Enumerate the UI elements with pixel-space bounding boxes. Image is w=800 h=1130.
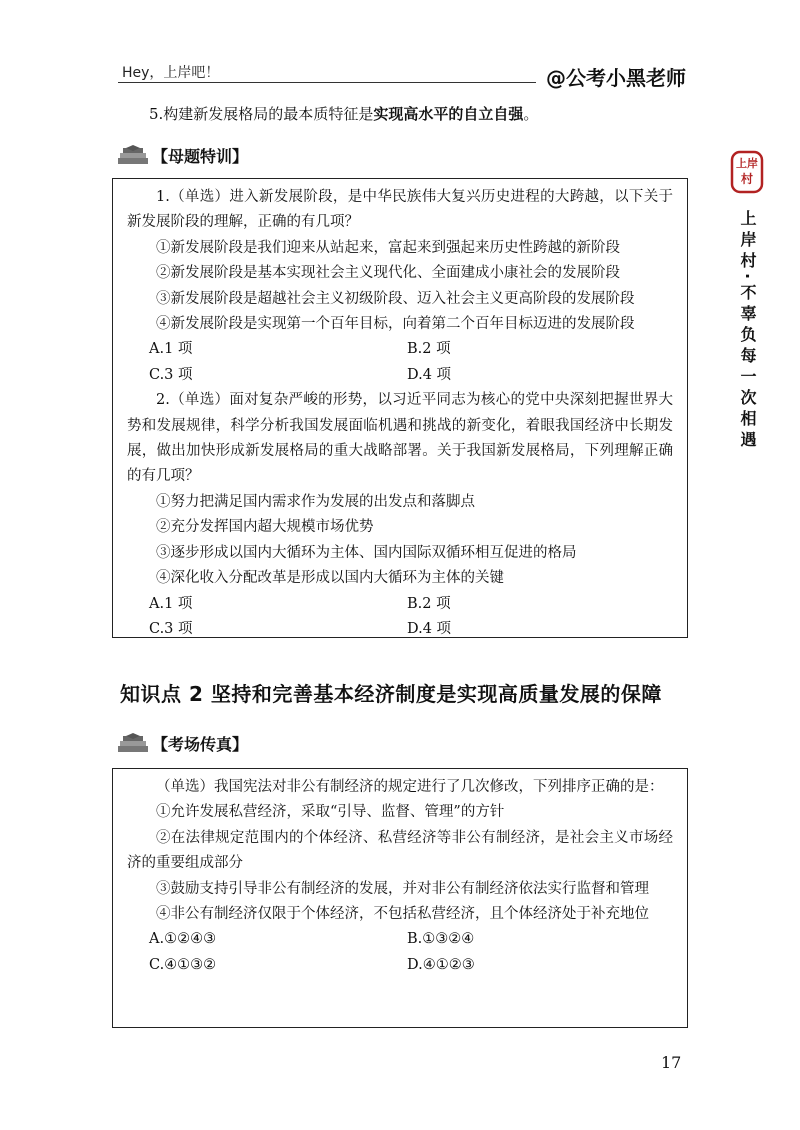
side-slogan: 上岸村·不辜负每一次相遇: [738, 210, 757, 453]
book-stack-icon: [116, 732, 150, 754]
statement-item: ③新发展阶段是超越社会主义初级阶段、迈入社会主义更高阶段的发展阶段: [156, 290, 635, 307]
intro-suffix: 。: [523, 105, 539, 123]
option-row: [127, 363, 673, 388]
statement-item: ②在法律规定范围内的个体经济、私营经济等非公有制经济，是社会主义市场经济的重要组成部分: [127, 829, 673, 872]
intro-emphasis: 实现高水平的自立自强: [373, 105, 524, 123]
statement-item: ②充分发挥国内超大规模市场优势: [156, 519, 374, 536]
statement-item: ④非公有制经济仅限于个体经济，不包括私营经济，且个体经济处于补充地位: [156, 906, 649, 923]
option-row: [127, 953, 673, 978]
seal-text-bottom: 村: [740, 172, 754, 186]
option-d[interactable]: D.4 项: [407, 366, 452, 383]
option-row: [127, 927, 673, 952]
statement-item: ③逐步形成以国内大循环为主体、国内国际双循环相互促进的格局: [156, 544, 577, 561]
exam-question-box: [112, 768, 688, 1028]
section-heading-practice: [116, 143, 248, 167]
header-author: @公考小黑老师: [546, 66, 686, 90]
option-c[interactable]: C.3 项: [149, 620, 193, 637]
question-stem: 2.（单选）面对复杂严峻的形势，以习近平同志为核心的党中央深刻把握世界大势和发展规律，科学分析我国发展面临机遇和挑战的新变化，着眼我国经济中长期发展，做出加快形成新发展格局的重大战略部署。关于我国新发展格局，下列理解正确的有几项？: [127, 392, 673, 485]
option-a[interactable]: A.1 项: [149, 595, 193, 612]
book-stack-icon: [116, 144, 150, 166]
intro-prefix: 5.构建新发展格局的最本质特征是: [149, 105, 374, 123]
seal-text-top: 上岸: [736, 157, 758, 170]
statement-item: ①新发展阶段是我们迎来从站起来，富起来到强起来历史性跨越的新阶段: [156, 239, 620, 256]
option-c[interactable]: C.3 项: [149, 366, 193, 383]
knowledge-point-title: 知识点 2 坚持和完善基本经济制度是实现高质量发展的保障: [120, 682, 662, 706]
section-heading-exam: [116, 731, 248, 755]
option-a[interactable]: A.①②④③: [149, 931, 217, 948]
statement-item: ④新发展阶段是实现第一个百年目标，向着第二个百年目标迈进的发展阶段: [156, 316, 635, 333]
option-d[interactable]: D.④①②③: [407, 956, 475, 973]
option-row: [127, 592, 673, 617]
option-b[interactable]: B.①③②④: [407, 931, 475, 948]
header-slogan: Hey，上岸吧！: [122, 65, 220, 81]
statement-item: ③鼓励支持引导非公有制经济的发展，并对非公有制经济依法实行监督和管理: [156, 880, 649, 897]
section-label: 【考场传真】: [152, 734, 249, 754]
statement-item: ①努力把满足国内需求作为发展的出发点和落脚点: [156, 493, 475, 510]
section-label: 【母题特训】: [152, 146, 249, 166]
option-row: [127, 617, 673, 642]
option-c[interactable]: C.④①③②: [149, 956, 217, 973]
seal-logo: [730, 150, 764, 194]
statement-item: ②新发展阶段是基本实现社会主义现代化、全面建成小康社会的发展阶段: [156, 265, 620, 282]
header-rule: [118, 82, 536, 83]
question-stem: 1.（单选）进入新发展阶段，是中华民族伟大复兴历史进程的大跨越，以下关于新发展阶段的理解，正确的有几项？: [127, 189, 673, 231]
option-row: [127, 337, 673, 362]
option-b[interactable]: B.2 项: [407, 595, 451, 612]
intro-statement: [149, 103, 538, 124]
statement-item: ①允许发展私营经济，采取“引导、监督、管理”的方针: [156, 804, 505, 821]
question-stem: （单选）我国宪法对非公有制经济的规定进行了几次修改，下列排序正确的是：: [156, 779, 664, 795]
statement-item: ④深化收入分配改革是形成以国内大循环为主体的关键: [156, 570, 504, 587]
option-b[interactable]: B.2 项: [407, 341, 451, 358]
option-a[interactable]: A.1 项: [149, 341, 193, 358]
page-number: 17: [661, 1053, 682, 1072]
practice-question-box: [112, 178, 688, 638]
option-d[interactable]: D.4 项: [407, 620, 452, 637]
